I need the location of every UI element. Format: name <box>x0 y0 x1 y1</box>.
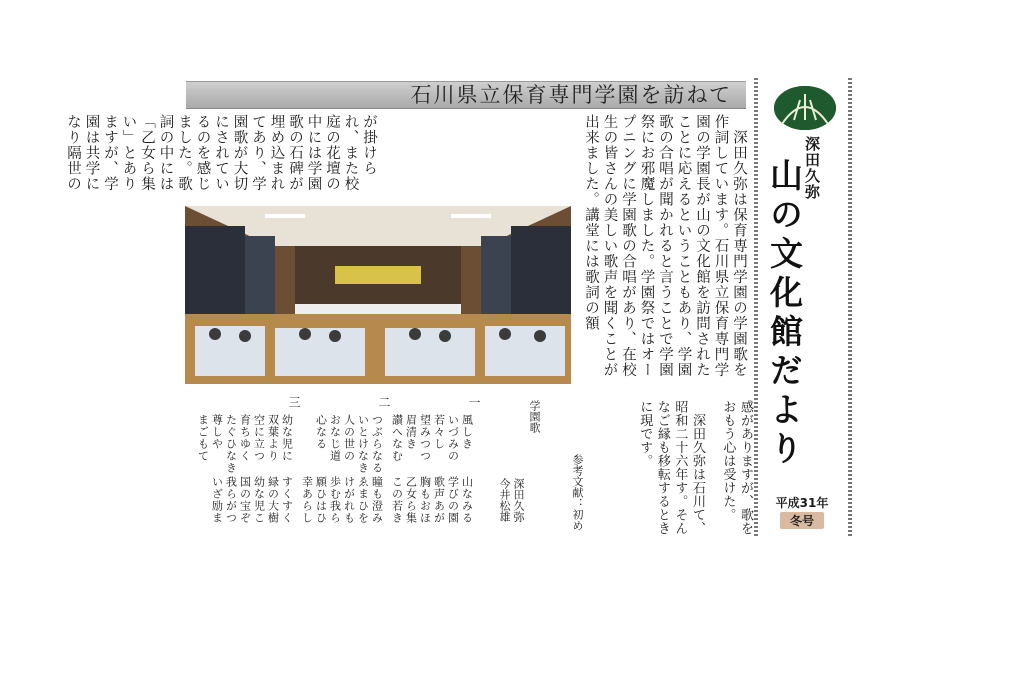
verse-number: 三 <box>287 396 301 408</box>
verse-line: 空に立つ <box>252 414 266 462</box>
divider-rule <box>754 78 758 538</box>
verse-tail: 学びの園 <box>446 476 460 524</box>
lead-paragraph: 深田久弥は保育専門学園の学園歌を作詞しています。石川県立保育専門学園の学園長が山の文化館を訪問されたことに応えるということもあり、学園歌の合唱が聞かれると言うことで学園祭にお邪魔しました。学園祭ではオープニングに学園歌の合唱があり、在校生の皆さんの美しい歌声を聞くことが出来ました。講堂には歌詞の額 <box>583 114 747 378</box>
verse-tail: いざ励ま <box>210 476 224 524</box>
column-author: 深田久弥 <box>803 136 821 200</box>
left-text-column: が掛けられ、また校庭の花壇の中には学園歌の石碑が埋め込まれてあり、学園歌が大切にされているのを感じました。歌詞の中には「乙女ら集い」とありますが、学園は共学になり隔世の <box>65 114 377 192</box>
column-title: 山の文化館だより <box>765 158 804 470</box>
verse-line: いづみの <box>446 414 460 462</box>
right-lower-paragraph-2: 深田久弥は石川て、昭和二十六年す。そんなご縁も移転するときに現です。 <box>637 400 705 535</box>
mountain-logo-icon <box>774 86 836 130</box>
verse-line: 心なる <box>314 414 328 450</box>
verse-tail: 瞳も澄み <box>370 476 384 524</box>
verse-tail: 願ひはひ <box>314 476 328 524</box>
verse-tail: 国の宝ぞ <box>238 476 252 524</box>
divider-rule <box>848 78 852 538</box>
verse-tail: 歌声あが <box>432 476 446 524</box>
song-title: 学園歌 <box>528 400 541 433</box>
verse-line: つぶらなる <box>370 414 384 474</box>
right-lower-paragraph: 感がありますが、歌をおもう心は受けた。 <box>720 400 753 535</box>
verse-tail: 幼な児こ <box>252 476 266 524</box>
verse-line: 風しき <box>460 414 474 450</box>
issue-season-badge: 冬号 <box>780 512 824 529</box>
verse-tail: 歩む我ら <box>328 476 342 524</box>
verse-line: たぐひなき <box>224 414 238 474</box>
article-title-bar <box>186 81 746 109</box>
verse-line: 若々し <box>432 414 446 450</box>
verse-tail: 山なみる <box>460 476 474 524</box>
reference-note: 参考文献：初め <box>571 454 584 531</box>
verse-tail: すくすく <box>280 476 294 524</box>
verse-line: 望みつつ <box>418 414 432 462</box>
verse-line: 双葉より <box>266 414 280 462</box>
issue-date: 平成31年 <box>775 496 829 510</box>
verse-tail: この若き <box>390 476 404 524</box>
verse-tail: 乙女ら集 <box>404 476 418 524</box>
verse-line: 讃へなむ <box>390 414 404 462</box>
verse-line: 育ちゆく <box>238 414 252 462</box>
verse-line: 幼な児に <box>280 414 294 462</box>
article-title: 石川県立保育専門学園を訪ねて <box>410 83 732 107</box>
verse-line: いとけなき <box>356 414 370 474</box>
verse-tail: 胸もおほ <box>418 476 432 524</box>
verse-tail: 幸あらし <box>300 476 314 524</box>
verse-tail: 緑の大樹 <box>266 476 280 524</box>
newsletter-page <box>65 78 852 538</box>
verse-line: 人の世の <box>342 414 356 462</box>
verse-number: 二 <box>377 396 391 408</box>
auditorium-photo <box>185 206 571 384</box>
verse-tail: ゑまひを <box>356 476 370 524</box>
song-composer: 今井松雄 <box>498 478 511 522</box>
column-masthead <box>754 78 852 538</box>
verse-number: 一 <box>467 396 481 408</box>
song-lyricist: 深田久弥 <box>512 478 525 522</box>
verse-tail: 我らがつ <box>224 476 238 524</box>
verse-line: おなじ道 <box>328 414 342 462</box>
verse-line: まごもて <box>196 414 210 462</box>
verse-tail: けがれも <box>342 476 356 524</box>
verse-line: 尊しや <box>210 414 224 450</box>
verse-line: 眉清き <box>404 414 418 450</box>
